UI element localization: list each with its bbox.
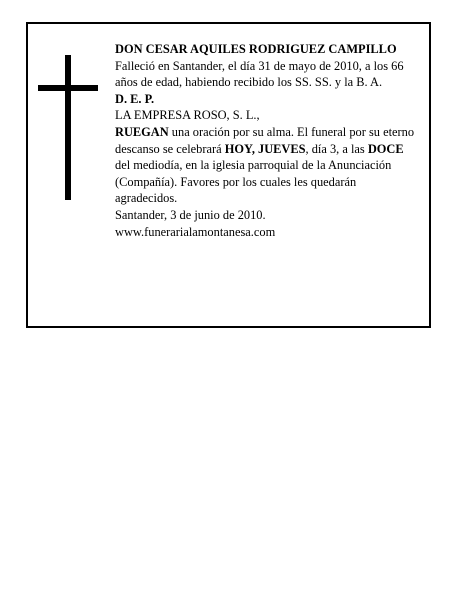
request-verb: RUEGAN xyxy=(115,124,169,139)
company-name: LA EMPRESA ROSO, S. L., xyxy=(115,108,260,123)
deceased-name: DON CESAR AQUILES RODRIGUEZ CAMPILLO xyxy=(115,42,397,56)
notice-text xyxy=(115,41,420,240)
website: www.funerarialamontanesa.com xyxy=(115,224,276,239)
funeral-hour: DOCE xyxy=(367,141,404,156)
request-paragraph xyxy=(115,124,420,207)
cross-icon xyxy=(38,55,98,200)
obituary-notice xyxy=(26,22,431,328)
request-text-3: del mediodía, en la iglesia parroquial de la Anunciación (Compañía). Favores por los cuales les quedarán agradecidos. xyxy=(115,158,392,206)
cross-horizontal-bar xyxy=(38,85,98,91)
request-text-2: , día 3, a las xyxy=(305,141,368,156)
rip-line: D. E. P. xyxy=(115,91,155,106)
cross-vertical-bar xyxy=(65,55,71,200)
place-date: Santander, 3 de junio de 2010. xyxy=(115,207,266,222)
request-text-1: una oración por su alma. El funeral por su eterno descanso se celebrará xyxy=(115,124,415,156)
funeral-day: HOY, JUEVES xyxy=(224,141,306,156)
death-statement: Falleció en Santander, el día 31 de mayo de 2010, a los 66 años de edad, habiendo recibido los SS. SS. y la B. A. xyxy=(115,58,404,90)
